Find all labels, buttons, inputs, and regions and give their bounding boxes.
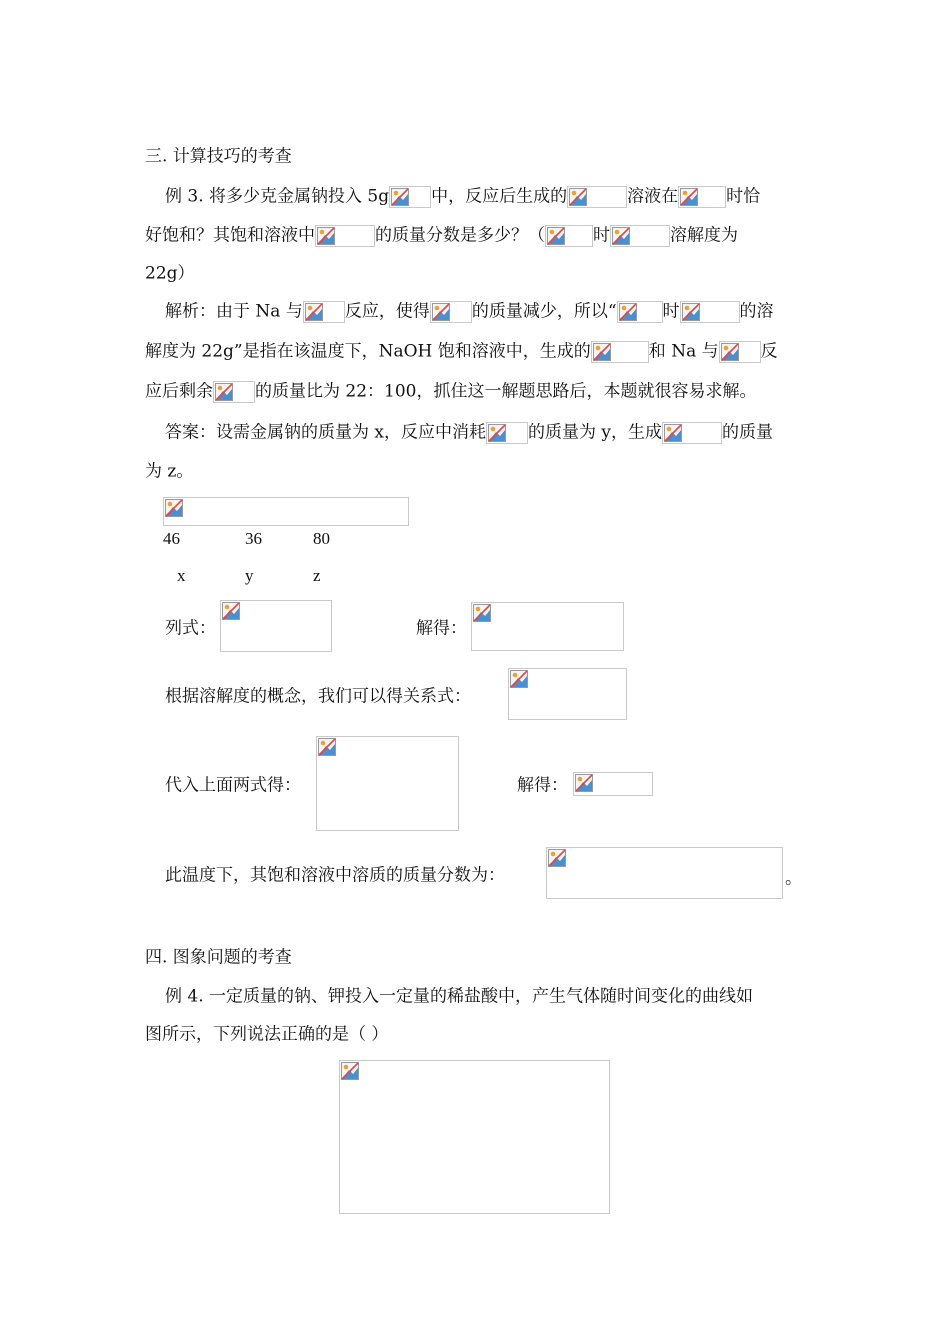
broken-image-icon [165, 499, 183, 517]
broken-image-icon [305, 303, 323, 321]
formula-image [430, 301, 472, 323]
answer-line-2: 为 z。 [145, 461, 194, 482]
broken-image-icon [473, 604, 491, 622]
broken-image-icon [593, 343, 611, 361]
example-3-line-3: 22g） [145, 263, 195, 284]
broken-image-icon [664, 424, 682, 442]
broken-image-icon [682, 303, 700, 321]
broken-image-icon [341, 1062, 359, 1080]
broken-image-icon [575, 774, 593, 792]
section-4-heading: 四. 图象问题的考查 [145, 947, 292, 968]
broken-image-icon [619, 303, 637, 321]
broken-image-icon [569, 188, 587, 206]
formula-image [213, 381, 255, 403]
substitution-image [316, 736, 459, 831]
example-4-line-1: 例 4. 一定质量的钠、钾投入一定量的稀盐酸中，产生气体随时间变化的曲线如 [165, 986, 754, 1007]
fraction-image [546, 847, 783, 899]
relation-image [508, 668, 627, 720]
formula-image [567, 186, 627, 208]
formula-image [486, 422, 528, 444]
variable-label: y [245, 566, 254, 585]
formula-image [680, 301, 740, 323]
solution-image [471, 602, 624, 651]
broken-image-icon [721, 343, 739, 361]
reaction-equation-image [163, 497, 409, 526]
analysis-line-2: 解度为 22g”是指在该温度下，NaOH 饱和溶液中，生成的 和 Na 与 反 [145, 341, 778, 362]
formula-image [678, 186, 726, 208]
variable-label: z [313, 566, 321, 585]
gas-time-graph-image [339, 1060, 610, 1214]
formula-image [719, 341, 761, 363]
mass-value: 46 [163, 529, 180, 548]
broken-image-icon [432, 303, 450, 321]
solve-label-2: 解得： [517, 775, 568, 796]
section-3-heading: 三. 计算技巧的考查 [145, 146, 292, 167]
mass-value: 36 [245, 529, 262, 548]
fraction-end: 。 [785, 868, 802, 889]
broken-image-icon [548, 849, 566, 867]
formula-image [545, 225, 593, 247]
example-3-line-1: 例 3. 将多少克金属钠投入 5g 中，反应后生成的 溶液在 时恰 [165, 186, 761, 207]
equation-image [220, 600, 332, 652]
mass-value: 80 [313, 529, 330, 548]
variable-label: x [177, 566, 186, 585]
formula-image [303, 301, 345, 323]
solve-label: 解得： [416, 618, 467, 639]
broken-image-icon [317, 227, 335, 245]
broken-image-icon [215, 383, 233, 401]
list-label: 列式： [165, 618, 216, 639]
broken-image-icon [547, 227, 565, 245]
broken-image-icon [222, 602, 240, 620]
example-3-line-2: 好饱和？其饱和溶液中 的质量分数是多少？（ 时 溶解度为 [145, 225, 738, 246]
analysis-line-1: 解析：由于 Na 与 反应，使得 的质量减少，所以“ 时 的溶 [165, 301, 774, 322]
analysis-line-3: 应后剩余 的质量比为 22：100，抓住这一解题思路后，本题就很容易求解。 [145, 381, 757, 402]
fraction-label: 此温度下，其饱和溶液中溶质的质量分数为： [165, 865, 505, 886]
answer-line-1: 答案：设需金属钠的质量为 x，反应中消耗 的质量为 y，生成 的质量 [165, 422, 774, 443]
result-image [573, 772, 653, 796]
formula-image [610, 225, 670, 247]
broken-image-icon [488, 424, 506, 442]
broken-image-icon [612, 227, 630, 245]
broken-image-icon [318, 738, 336, 756]
formula-image [315, 225, 375, 247]
broken-image-icon [510, 670, 528, 688]
formula-image [591, 341, 649, 363]
formula-image [389, 186, 431, 208]
relation-label: 根据溶解度的概念，我们可以得关系式： [165, 686, 471, 707]
formula-image [617, 301, 663, 323]
formula-image [662, 422, 722, 444]
example-4-line-2: 图所示，下列说法正确的是（ ） [145, 1024, 389, 1045]
broken-image-icon [391, 188, 409, 206]
substitute-label: 代入上面两式得： [165, 775, 301, 796]
broken-image-icon [680, 188, 698, 206]
